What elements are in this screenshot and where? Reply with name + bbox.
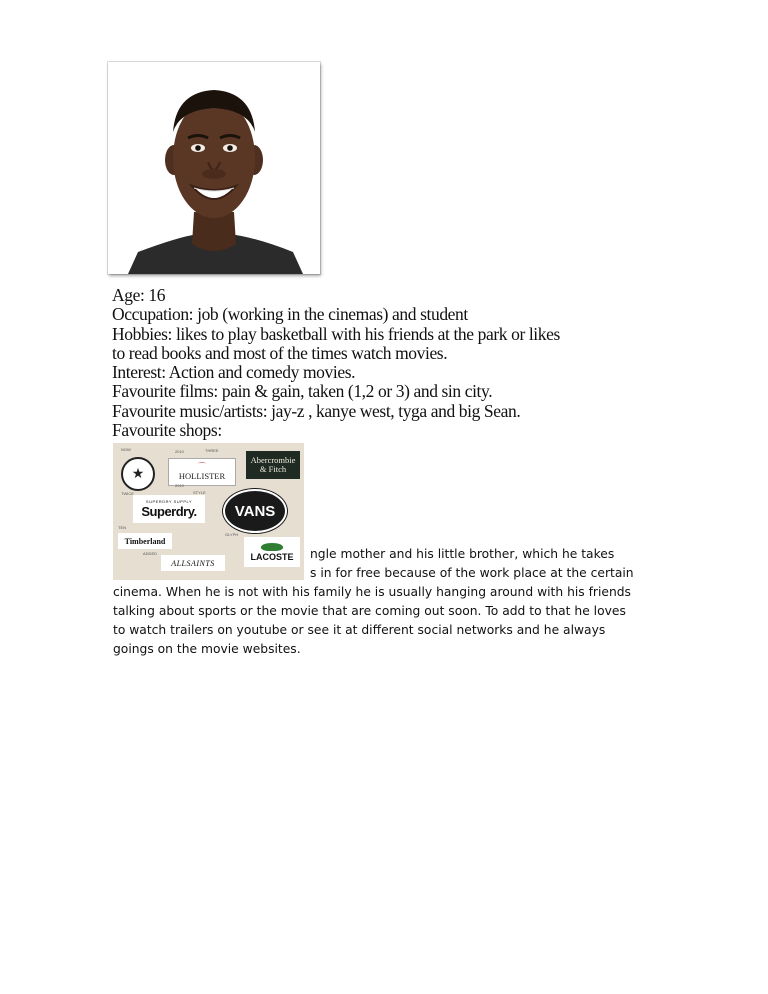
collage-tiny-label: TEN: [118, 525, 126, 530]
hobbies-line-continued: to read books and most of the times watch movies.: [112, 342, 448, 363]
collage-tiny-label: 2010: [175, 483, 184, 488]
paragraph-line: goings on the movie websites.: [113, 642, 301, 656]
paragraph-line: s in for free because of the work place at the certain: [310, 566, 634, 580]
collage-tiny-label: TWICE: [121, 491, 134, 496]
occupation-line: Occupation: job (working in the cinemas) and student: [112, 304, 468, 325]
paragraph-line: cinema. When he is not with his family he is usually hanging around with his friends: [113, 585, 631, 599]
favourite-music-line: Favourite music/artists: jay-z , kanye west, tyga and big Sean.: [112, 400, 521, 421]
collage-tiny-label: ADDED: [143, 551, 158, 556]
paragraph-line: to watch trailers on youtube or see it at different social networks and he always: [113, 623, 606, 637]
portrait-illustration: [108, 62, 320, 274]
vans-logo: VANS: [223, 489, 287, 533]
paragraph-line: talking about sports or the movie that are coming out soon. To add to that he loves: [113, 604, 626, 618]
age-line: Age: 16: [112, 285, 166, 305]
interest-line: Interest: Action and comedy movies.: [112, 362, 356, 383]
profile-details: [112, 286, 560, 440]
favourite-shops-line: Favourite shops:: [112, 420, 222, 441]
collage-tiny-label: STYLE: [193, 490, 206, 495]
superdry-logo: SUPERDRY SUPPLY Superdry.: [133, 495, 205, 523]
collage-tiny-label: 2010: [175, 449, 184, 454]
favourite-films-line: Favourite films: pain & gain, taken (1,2 or 3) and sin city.: [112, 381, 493, 402]
collage-tiny-label: GLYPH: [225, 532, 239, 537]
abercrombie-logo: Abercrombie & Fitch: [246, 451, 300, 479]
hollister-gull-icon: ⌒: [198, 462, 206, 471]
hobbies-line: Hobbies: likes to play basketball with his friends at the park or likes: [112, 323, 560, 344]
paragraph-line: ngle mother and his little brother, which he takes: [310, 547, 615, 561]
converse-logo: [121, 457, 155, 491]
lacoste-logo: LACOSTE: [244, 537, 300, 567]
allsaints-logo: ALLSAINTS: [161, 555, 225, 571]
collage-tiny-label: NOW: [121, 447, 131, 452]
description-paragraph: [113, 545, 673, 659]
hollister-logo: ⌒ HOLLISTER: [168, 458, 236, 486]
collage-tiny-label: THREE: [205, 448, 219, 453]
timberland-logo: Timberland: [118, 533, 172, 549]
portrait-photo: [108, 62, 320, 274]
converse-star-icon: ★: [131, 466, 145, 482]
